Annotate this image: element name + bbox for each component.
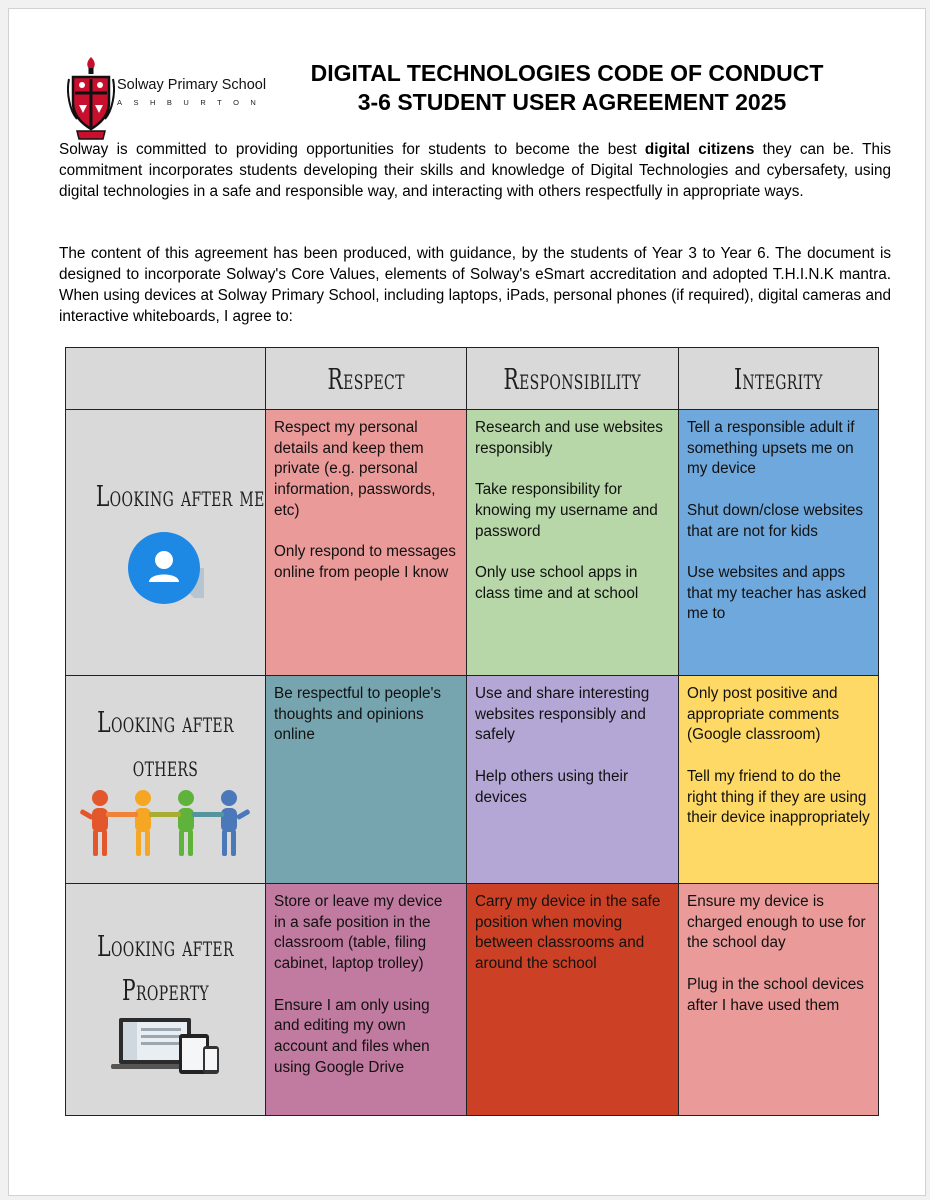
cell-text: Respect my personal details and keep them private (e.g. personal information, passwords, etc) (274, 419, 436, 519)
cell-others-respect (266, 676, 467, 884)
row-header-looking-after-others (66, 676, 266, 884)
cell-text: Shut down/close websites that are not for kids (687, 501, 864, 540)
title-line-1: DIGITAL TECHNOLOGIES CODE OF CONDUCT (310, 60, 824, 86)
cell-text: Plug in the school devices after I have used them (687, 975, 864, 1014)
document-title (267, 59, 867, 117)
school-town: ASHBURTON (117, 98, 268, 107)
cell-text: Only use school apps in class time and at school (475, 563, 639, 602)
intro-bold-text: digital citizens (644, 141, 755, 158)
devices-icon (111, 1012, 221, 1076)
cell-others-responsibility (467, 676, 679, 884)
column-header-integrity (679, 348, 879, 410)
column-header-label: Responsibility (503, 361, 642, 396)
document-page (8, 8, 926, 1196)
cell-text: Only post positive and appropriate comments (Google classroom) (687, 685, 840, 744)
cell-me-integrity (679, 410, 879, 676)
cell-property-responsibility (467, 884, 679, 1116)
row-header-label-line-2: others (132, 748, 199, 783)
people-holding-hands-icon (78, 788, 254, 860)
school-name: Solway Primary School (117, 77, 267, 93)
school-crest-icon (67, 55, 115, 141)
row-header-label-line-2: Property (122, 972, 209, 1007)
school-logo (63, 51, 273, 151)
cell-text: Ensure my device is charged enough to use for the school day (687, 893, 866, 952)
row-header-label-line-1: Looking after (97, 928, 234, 963)
column-header-respect (266, 348, 467, 410)
column-header-label: Respect (327, 361, 405, 396)
column-header-label: Integrity (734, 361, 823, 396)
cell-me-responsibility (467, 410, 679, 676)
cell-others-integrity (679, 676, 879, 884)
cell-text: Only respond to messages online from people I know (274, 543, 456, 581)
cell-property-integrity (679, 884, 879, 1116)
cell-text: Store or leave my device in a safe position in the classroom (table, filing cabinet, laptop trolley) (274, 893, 443, 973)
intro-text-start: Solway is committed to providing opportunities for students to become the best (59, 141, 645, 158)
cell-text: Help others using their devices (475, 767, 629, 806)
cell-text: Use websites and apps that my teacher has asked me to (687, 563, 867, 623)
intro-text-end: they can be. This commitment incorporates students developing their skills and knowledge of Digital Technologies and cybersafety, using digital technologies in a safe and responsible way, and interacting with others respectfully in appropriate ways. (59, 141, 891, 200)
header-corner-cell (66, 348, 266, 410)
cell-text: Use and share interesting websites responsibly and safely (475, 685, 650, 744)
column-header-responsibility (467, 348, 679, 410)
cell-text: Carry my device in the safe position when moving between classrooms and around the school (475, 893, 661, 973)
cell-text: Ensure I am only using and editing my own account and files when using Google Drive (274, 996, 430, 1076)
cell-text: Take responsibility for knowing my username and password (475, 481, 658, 540)
cell-text: Tell a responsible adult if something upsets me on my device (687, 419, 855, 478)
user-avatar-icon (124, 528, 208, 612)
cell-text: Be respectful to people's thoughts and opinions online (274, 685, 442, 744)
cell-property-respect (266, 884, 467, 1116)
row-header-looking-after-me (66, 410, 266, 676)
cell-text: Tell my friend to do the right thing if they are using their device inappropriately (687, 767, 870, 827)
code-of-conduct-table (65, 347, 879, 1116)
intro-paragraph-1 (59, 139, 891, 202)
cell-me-respect (266, 410, 467, 676)
title-line-2: 3-6 STUDENT USER AGREEMENT 2025 (357, 89, 787, 115)
row-header-label: Looking after me (95, 478, 265, 513)
intro-paragraph-2: The content of this agreement has been produced, with guidance, by the students of Year 3 to Year 6. The document is designed to incorporate Solway's Core Values, elements of Solway's eSmart accreditation and adopted T.H.I.N.K mantra. When using devices at Solway Primary School, including laptops, iPads, personal phones (if required), digital cameras and interactive whiteboards, I agree to: (59, 245, 891, 325)
cell-text: Research and use websites responsibly (475, 419, 663, 457)
row-header-looking-after-property (66, 884, 266, 1116)
row-header-label-line-1: Looking after (97, 704, 234, 739)
